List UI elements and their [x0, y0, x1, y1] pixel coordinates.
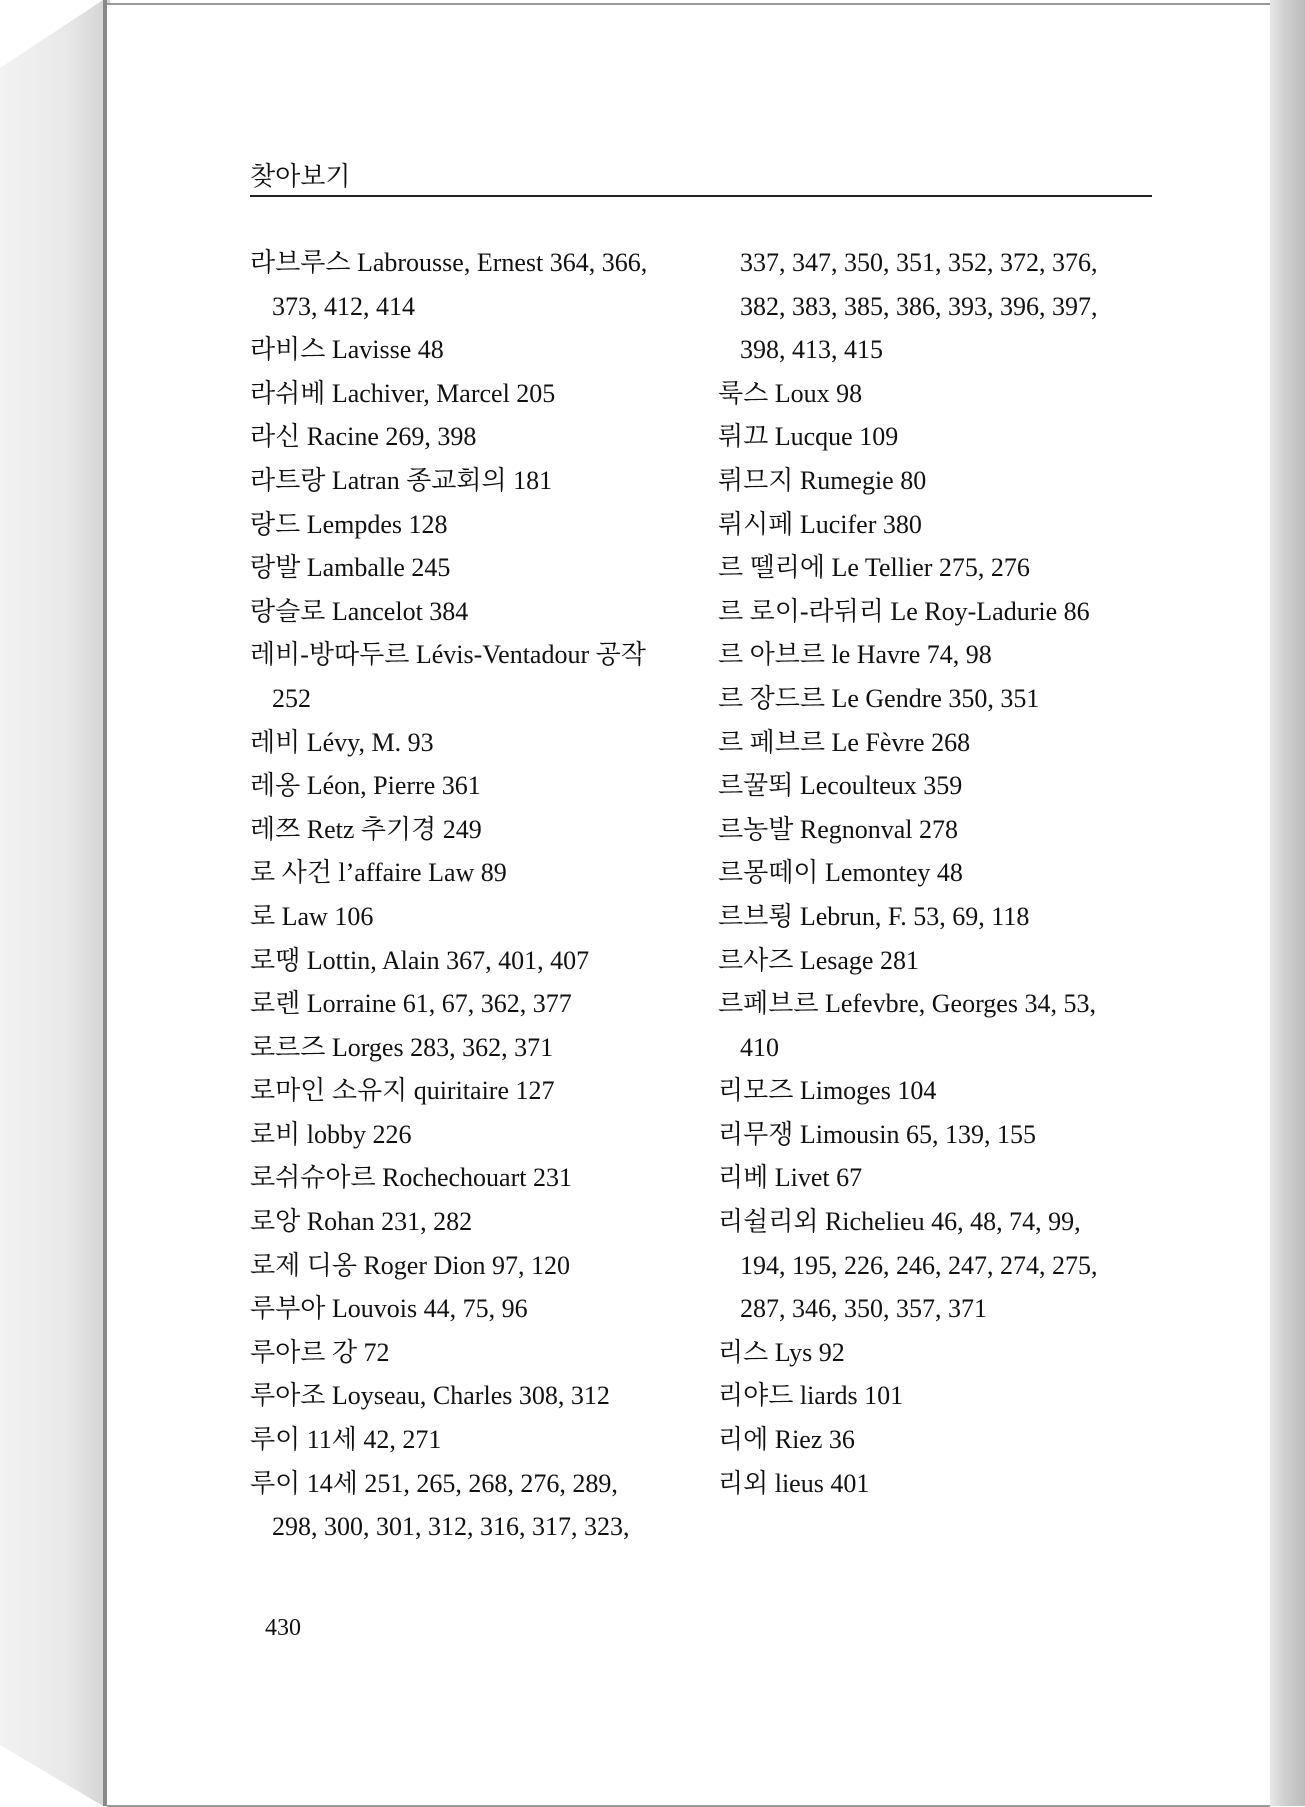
index-line: 루이 14세 251, 265, 268, 276, 289, [250, 1468, 618, 1498]
index-line: 레비-방따두르 Lévis-Ventadour 공작 [250, 640, 646, 670]
index-line: 루아조 Loyseau, Charles 308, 312 [250, 1381, 610, 1411]
index-line: 리모즈 Limoges 104 [718, 1076, 937, 1106]
running-header-title: 찾아보기 [250, 162, 351, 192]
index-line: 루아르 강 72 [250, 1337, 390, 1367]
page-right-edge [1270, 0, 1305, 1806]
index-line: 르꿀뙤 Lecoulteux 359 [718, 771, 963, 801]
index-line: 루이 11세 42, 271 [250, 1425, 442, 1455]
index-line: 르브룅 Lebrun, F. 53, 69, 118 [718, 901, 1030, 931]
index-line: 라비스 Lavisse 48 [250, 335, 444, 365]
index-line: 로앙 Rohan 231, 282 [250, 1207, 473, 1237]
index-line: 리야드 liards 101 [718, 1381, 904, 1411]
index-line-continuation: 298, 300, 301, 312, 316, 317, 323, [272, 1512, 630, 1542]
index-line-continuation: 194, 195, 226, 246, 247, 274, 275, [740, 1250, 1098, 1280]
index-line: 루부아 Louvois 44, 75, 96 [250, 1294, 528, 1324]
index-line: 뤼시페 Lucifer 380 [718, 509, 922, 539]
index-line: 레비 Lévy, M. 93 [250, 727, 434, 757]
index-line: 뤼끄 Lucque 109 [718, 422, 899, 452]
index-line: 로제 디옹 Roger Dion 97, 120 [250, 1250, 571, 1280]
index-line-continuation: 382, 383, 385, 386, 393, 396, 397, [740, 291, 1098, 321]
index-line: 리베 Livet 67 [718, 1163, 863, 1193]
index-line: 랑발 Lamballe 245 [250, 553, 451, 583]
index-line-continuation: 398, 413, 415 [740, 335, 883, 365]
index-line: 리스 Lys 92 [718, 1337, 845, 1367]
index-line: 리무쟁 Limousin 65, 139, 155 [718, 1119, 1037, 1149]
index-line: 리에 Riez 36 [718, 1425, 855, 1455]
index-line: 라트랑 Latran 종교회의 181 [250, 465, 553, 495]
index-line: 르 장드르 Le Gendre 350, 351 [718, 683, 1040, 713]
index-line: 리쉴리외 Richelieu 46, 48, 74, 99, [718, 1207, 1081, 1237]
index-line-continuation: 373, 412, 414 [272, 291, 415, 321]
index-line: 레쯔 Retz 추기경 249 [250, 814, 482, 844]
index-line: 라쉬베 Lachiver, Marcel 205 [250, 378, 556, 408]
index-line: 르 페브르 Le Fèvre 268 [718, 727, 971, 757]
index-line-continuation: 252 [272, 683, 311, 713]
index-line: 라브루스 Labrousse, Ernest 364, 366, [250, 248, 648, 277]
index-line: 르 뗄리에 Le Tellier 275, 276 [718, 553, 1030, 583]
index-line-continuation: 410 [740, 1032, 779, 1062]
index-line: 르 로이-라뒤리 Le Roy-Ladurie 86 [718, 596, 1090, 626]
index-line: 레옹 Léon, Pierre 361 [250, 771, 481, 801]
index-line: 로 Law 106 [250, 901, 374, 931]
index-line-continuation: 287, 346, 350, 357, 371 [740, 1294, 987, 1324]
index-line: 랑슬로 Lancelot 384 [250, 596, 469, 626]
page-number: 430 [265, 1615, 301, 1641]
index-line: 라신 Racine 269, 398 [250, 422, 477, 452]
book-spine [0, 0, 110, 1806]
index-column-left [250, 241, 680, 1549]
index-line: 르 아브르 le Havre 74, 98 [718, 640, 992, 670]
index-line: 로땡 Lottin, Alain 367, 401, 407 [250, 945, 590, 975]
index-line: 로마인 소유지 quiritaire 127 [250, 1076, 555, 1106]
index-line: 르페브르 Lefevbre, Georges 34, 53, [718, 989, 1096, 1019]
index-line: 리외 lieus 401 [718, 1468, 870, 1498]
index-line: 룩스 Loux 98 [718, 378, 863, 408]
index-line-continuation: 337, 347, 350, 351, 352, 372, 376, [740, 248, 1098, 277]
index-line: 랑드 Lempdes 128 [250, 509, 448, 539]
index-line: 르몽떼이 Lemontey 48 [718, 858, 963, 888]
index-line: 로쉬슈아르 Rochechouart 231 [250, 1163, 572, 1193]
header-rule [250, 195, 1152, 197]
index-line: 로르즈 Lorges 283, 362, 371 [250, 1032, 554, 1062]
index-line: 뤼므지 Rumegie 80 [718, 465, 927, 495]
index-column-right [718, 241, 1148, 1505]
index-line: 로비 lobby 226 [250, 1119, 412, 1149]
index-line: 로렌 Lorraine 61, 67, 362, 377 [250, 989, 572, 1019]
index-line: 르사즈 Lesage 281 [718, 945, 919, 975]
index-line: 로 사건 l’affaire Law 89 [250, 858, 507, 888]
index-line: 르농발 Regnonval 278 [718, 814, 958, 844]
